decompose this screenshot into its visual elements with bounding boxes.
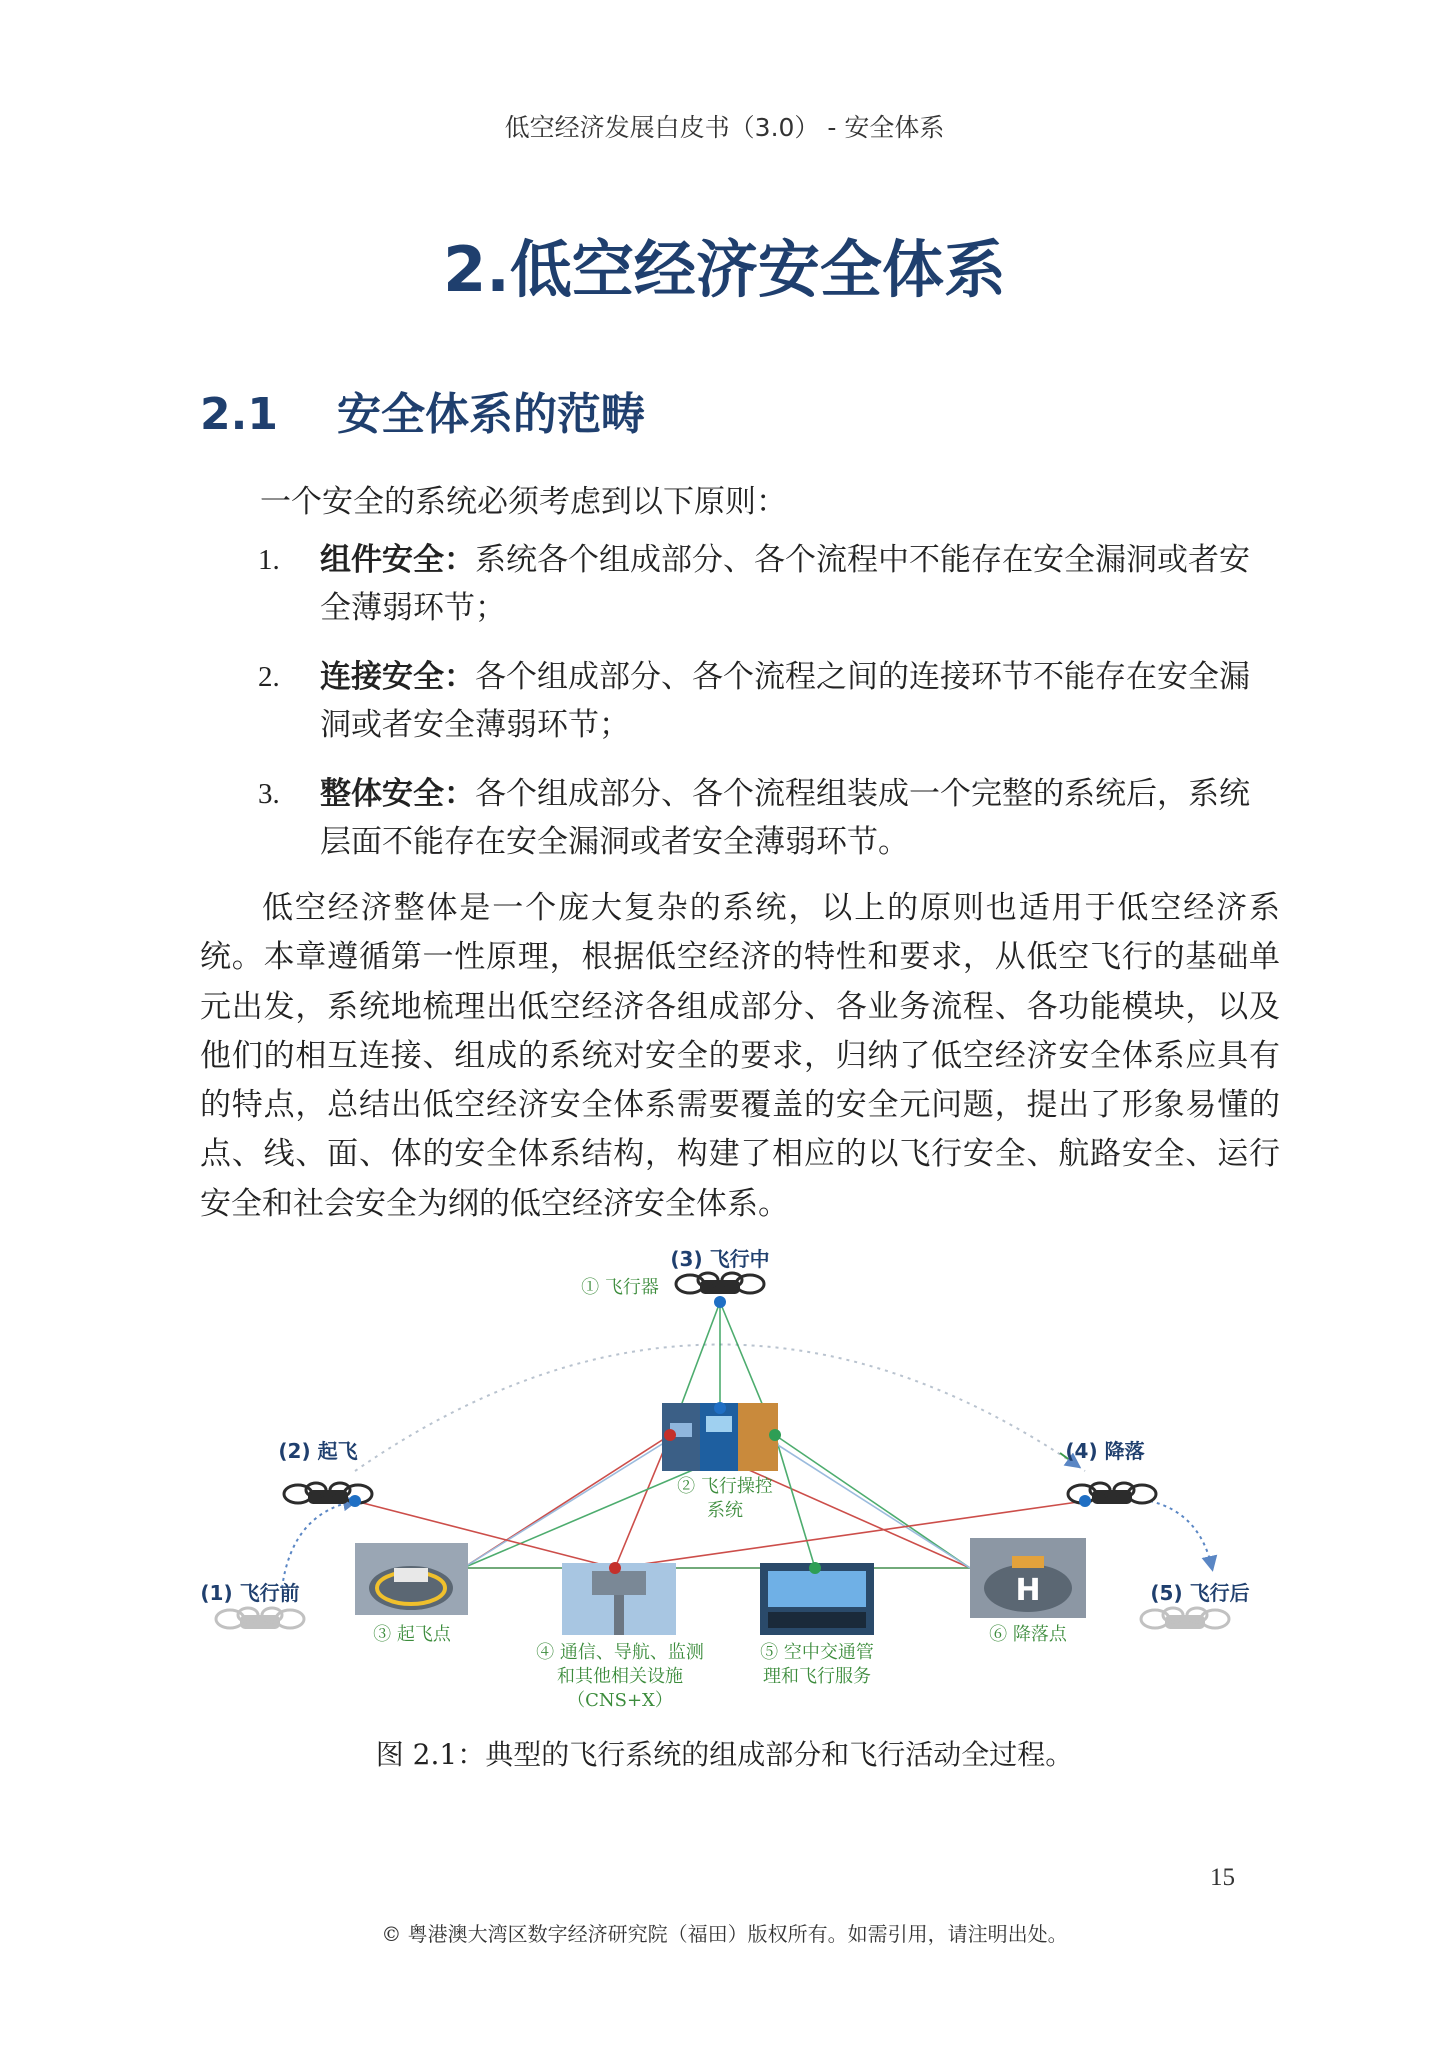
node-control-left (664, 1429, 676, 1441)
link-line (775, 1435, 970, 1568)
takeoff-pad-image (355, 1543, 468, 1615)
component-landing-point-label: ⑥ 降落点 (989, 1624, 1067, 1645)
chapter-title: 2.低空经济安全体系 (443, 233, 1006, 306)
component-atm-label: ⑤ 空中交通管 (760, 1642, 874, 1663)
component-cns-label-3: （CNS+X） (567, 1690, 673, 1708)
section-title: 安全体系的范畴 (337, 389, 645, 440)
phase-landing-label: (4) 降落 (1065, 1439, 1145, 1463)
node-landing (1079, 1495, 1091, 1507)
section-heading (200, 378, 1250, 442)
node-control-right (769, 1429, 781, 1441)
principle-item (258, 536, 1278, 632)
node-control (714, 1402, 726, 1414)
landing-to-after-arrow (1150, 1501, 1212, 1568)
page-number: 15 (1210, 1864, 1235, 1891)
body-paragraph: 低空经济整体是一个庞大复杂的系统，以上的原则也适用于低空经济系统。本章遵循第一性原理，根据低空经济的特性和要求，从低空飞行的基础单元出发，系统地梳理出低空经济各组成部分、各业务流程、各功能模块，以及他们的相互连接、组成的系统对安全的要求，归纳了低空经济安全体系应具有的特点，总结出低空经济安全体系需要覆盖的安全元问题，提出了形象易懂的点、线、面、体的安全体系结构，构建了相应的以飞行安全、航路安全、运行安全和社会安全为纲的低空经济安全体系。 (200, 890, 1280, 1222)
principle-number: 1. (258, 544, 280, 576)
radar-image (562, 1563, 676, 1635)
phase-before-label: (1) 飞行前 (200, 1581, 300, 1605)
principle-number: 3. (258, 778, 280, 810)
component-takeoff-point-label: ③ 起飞点 (373, 1624, 451, 1645)
atc-screen-image (760, 1563, 874, 1635)
running-header: 低空经济发展白皮书（3.0） - 安全体系 (504, 113, 945, 142)
node-aircraft (714, 1296, 726, 1308)
before-to-takeoff-arrow (282, 1501, 355, 1588)
svg-text:H: H (1015, 1573, 1041, 1608)
landing-pad-image (970, 1538, 1086, 1618)
principles-list (258, 536, 1278, 866)
component-atm-label-2: 理和飞行服务 (763, 1666, 871, 1687)
phase-inflight-label: (3) 飞行中 (670, 1248, 770, 1271)
drone-after-icon (1141, 1608, 1229, 1629)
principle-term: 整体安全： (320, 776, 475, 812)
principle-number: 2. (258, 661, 280, 693)
component-control-label-2: 系统 (707, 1500, 743, 1521)
principle-term: 连接安全： (320, 659, 475, 695)
intro-line: 一个安全的系统必须考虑到以下原则： (260, 484, 787, 520)
principle-text: 各个组成部分、各个流程组装成一个完整的系统后，系统层面不能存在安全漏洞或者安全薄弱环节。 (320, 776, 1250, 860)
node-atm (809, 1562, 821, 1574)
principle-item (258, 770, 1278, 866)
phase-takeoff-label: (2) 起飞 (278, 1439, 358, 1463)
phase-after-label: (5) 飞行后 (1150, 1581, 1250, 1605)
link-line (775, 1435, 815, 1568)
node-cns (609, 1562, 621, 1574)
principle-text: 系统各个组成部分、各个流程中不能存在安全漏洞或者安全薄弱环节； (320, 542, 1250, 626)
section-number: 2.1 (200, 389, 278, 440)
drone-before-icon (216, 1608, 304, 1629)
link-line (615, 1435, 670, 1568)
component-control-label: ② 飞行操控 (677, 1476, 773, 1497)
component-cns-label-2: 和其他相关设施 (557, 1666, 683, 1687)
copyright-footer: © 粤港澳大湾区数字经济研究院（福田）版权所有。如需引用，请注明出处。 (381, 1922, 1068, 1946)
principle-item (258, 653, 1278, 749)
drone-inflight-icon (676, 1273, 764, 1294)
figure-caption: 图 2.1：典型的飞行系统的组成部分和飞行活动全过程。 (375, 1738, 1074, 1771)
node-takeoff (349, 1495, 361, 1507)
component-aircraft-label: ① 飞行器 (581, 1277, 659, 1298)
flight-system-figure (200, 1248, 1260, 1708)
principle-text: 各个组成部分、各个流程之间的连接环节不能存在安全漏洞或者安全薄弱环节； (320, 659, 1250, 743)
flight-system-diagram (200, 1248, 1260, 1708)
principle-term: 组件安全： (320, 542, 475, 578)
component-cns-label: ④ 通信、导航、监测 (536, 1642, 704, 1663)
